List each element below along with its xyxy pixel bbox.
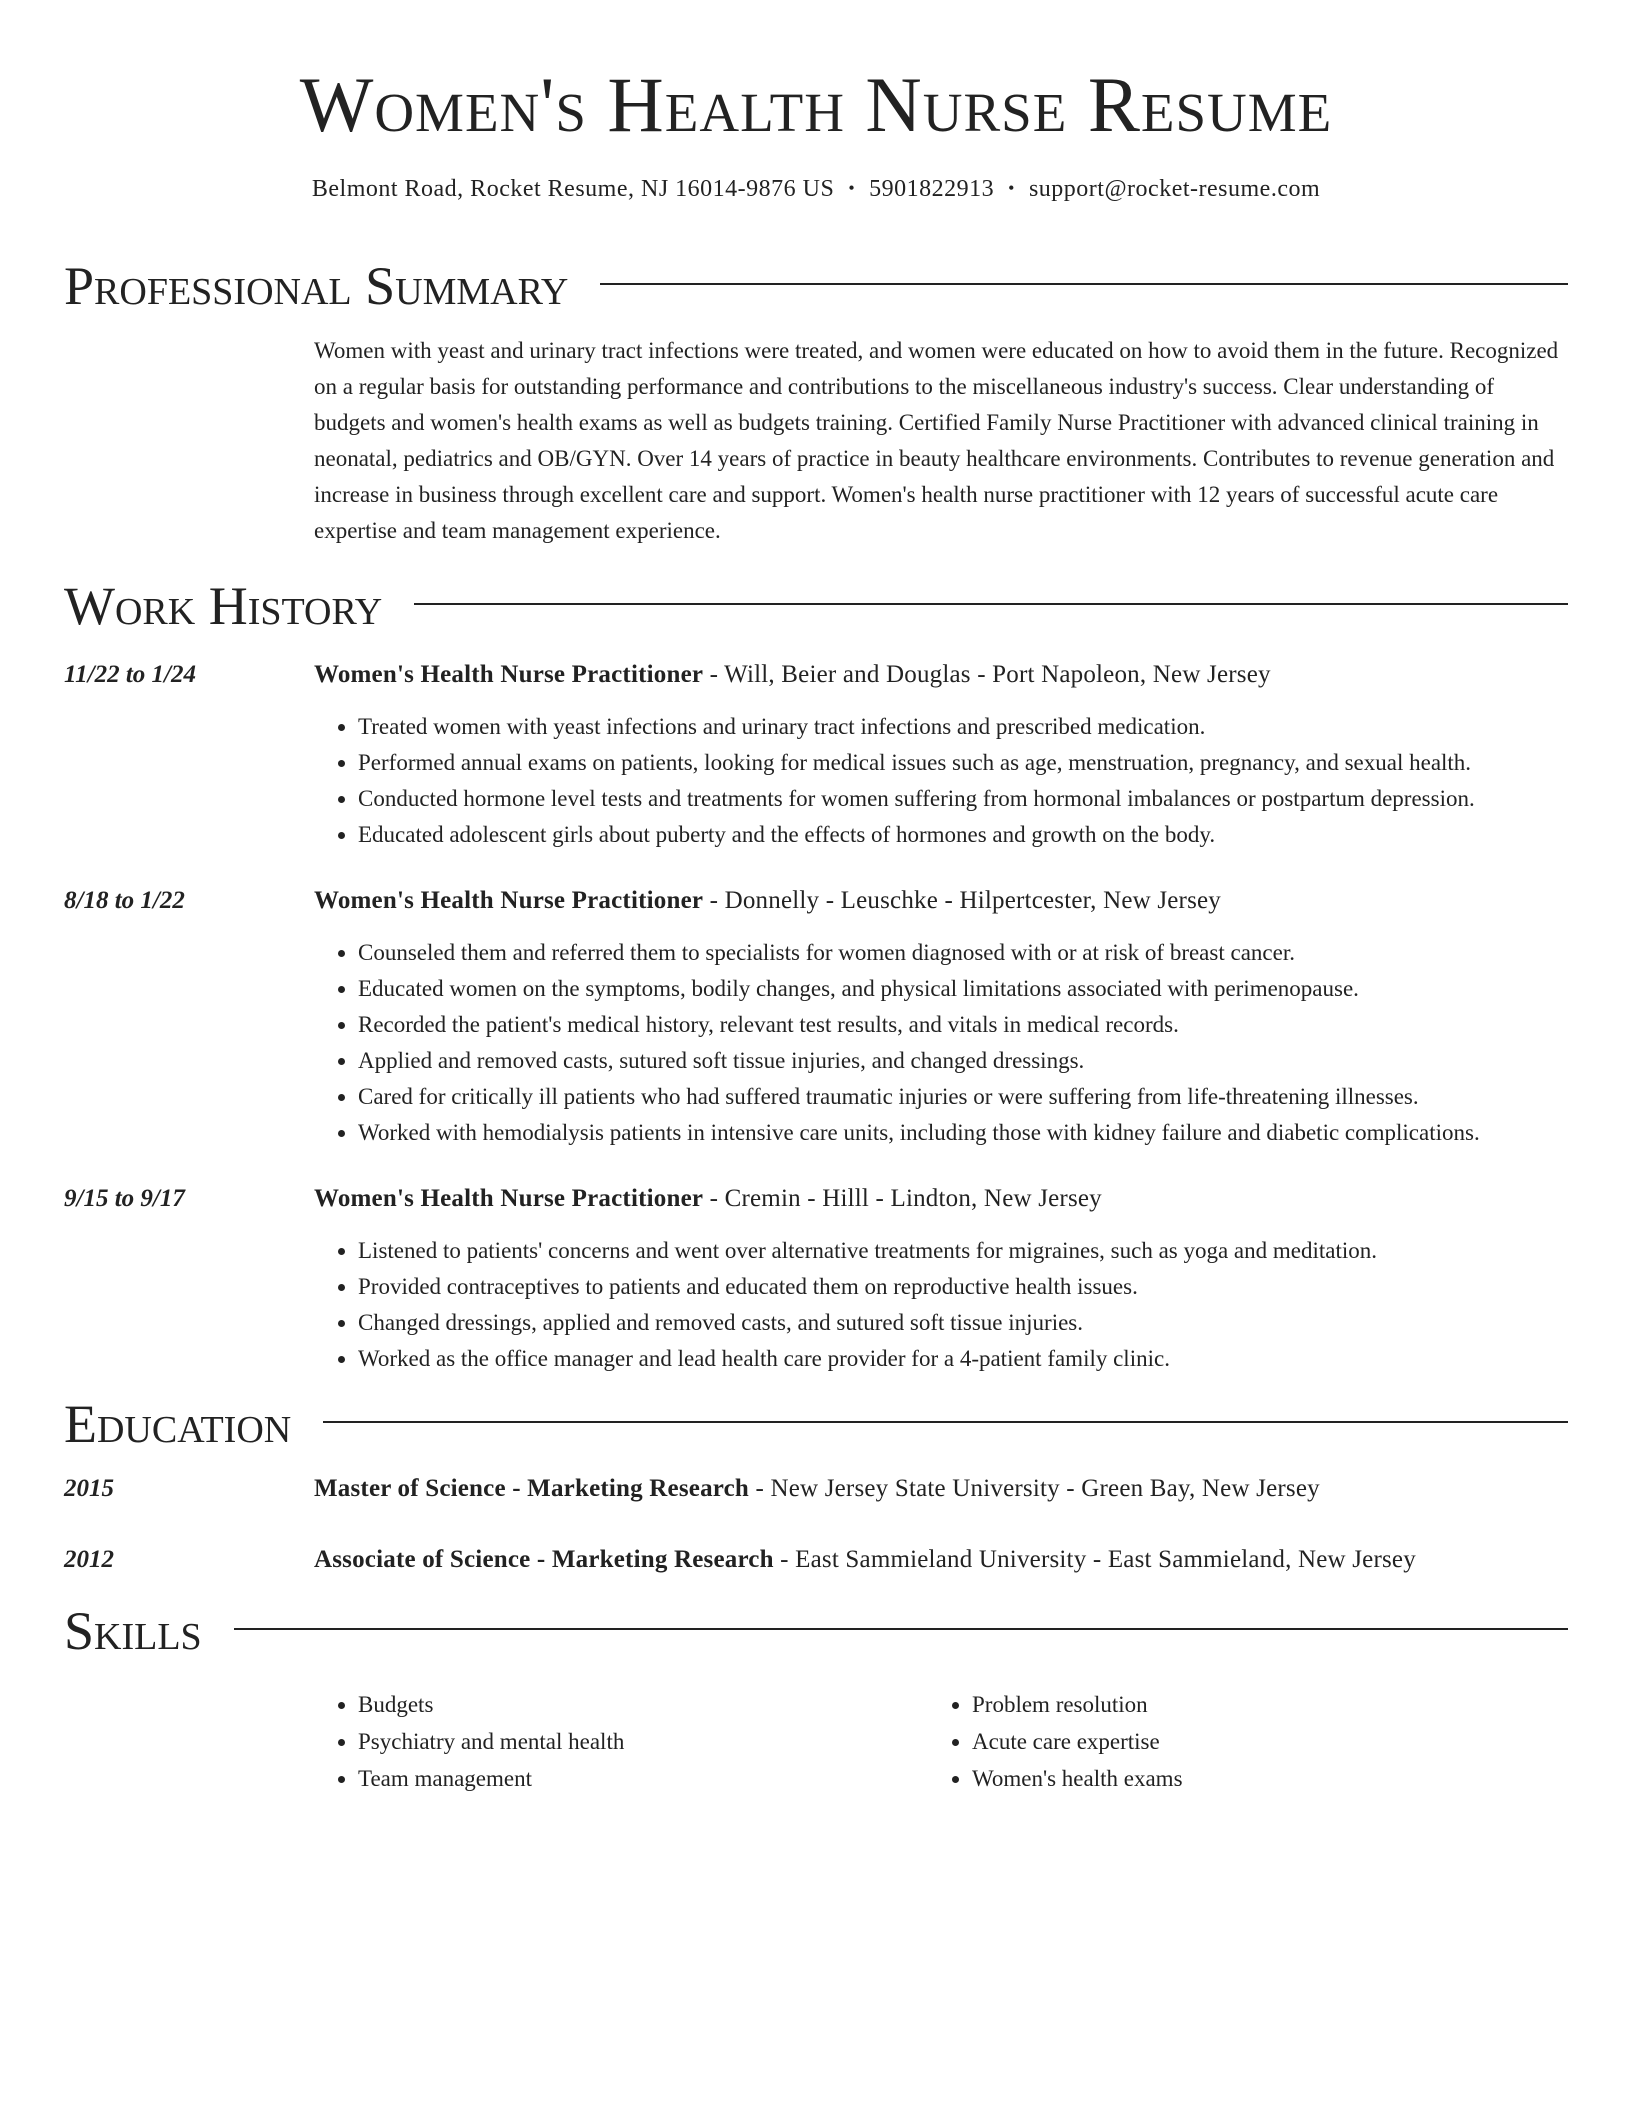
job-bullet: • Educated adolescent girls about puberty and the effects of hormones and growth on the body. [358, 817, 1568, 853]
job-bullet: • Conducted hormone level tests and treatments for women suffering from hormonal imbalances or postpartum depression. [358, 781, 1568, 817]
job-bullet: • Recorded the patient's medical history, relevant test results, and vitals in medical records. [358, 1007, 1568, 1043]
section-heading-text: Professional Summary [64, 255, 569, 316]
job-dates: 8/18 to 1/22 [64, 886, 185, 914]
job-bullet: • Educated women on the symptoms, bodily changes, and physical limitations associated with perimenopause. [358, 971, 1568, 1007]
job-bullet: • Treated women with yeast infections and urinary tract infections and prescribed medication. [358, 709, 1568, 745]
section-heading-education [64, 1393, 1568, 1454]
section-divider [414, 603, 1568, 605]
section-heading-text: Work History [64, 575, 383, 636]
education-entry [64, 1471, 1568, 1507]
job-bullets [314, 709, 1568, 853]
education-body [314, 1471, 1568, 1507]
job-bullet: • Cared for critically ill patients who had suffered traumatic injuries or were suffering from life-threatening illnesses. [358, 1079, 1568, 1115]
job-title: Women's Health Nurse Practitioner [314, 1184, 704, 1212]
resume-title: Women's Health Nurse Resume [299, 61, 1333, 148]
skills-list [314, 1686, 1568, 1797]
job-body [314, 883, 1568, 1151]
section-heading-text: Education [64, 1393, 292, 1454]
education-school: - East Sammieland University - East Sammieland, New Jersey [773, 1545, 1416, 1573]
education-year: 2015 [64, 1474, 114, 1502]
job-bullet: • Applied and removed casts, sutured soft tissue injuries, and changed dressings. [358, 1043, 1568, 1079]
skill-item: • Budgets [358, 1686, 928, 1723]
section-heading-skills [64, 1600, 1568, 1661]
job-bullets [314, 1233, 1568, 1377]
job-bullets [314, 935, 1568, 1151]
job-title: Women's Health Nurse Practitioner [314, 660, 704, 688]
skill-item: • Acute care expertise [972, 1723, 1542, 1760]
contact-separator: • [848, 177, 856, 198]
contact-line [64, 176, 1568, 203]
job-body [314, 1181, 1568, 1377]
education-school: - New Jersey State University - Green Bay, New Jersey [749, 1474, 1320, 1502]
contact-email[interactable]: support@rocket-resume.com [1028, 175, 1321, 202]
job-dates: 11/22 to 1/24 [64, 660, 196, 688]
skill-item: • Problem resolution [972, 1686, 1542, 1723]
skill-item: • Women's health exams [972, 1760, 1542, 1797]
job-entry [64, 883, 1568, 1151]
job-heading [314, 1181, 1568, 1217]
contact-separator: • [1008, 177, 1015, 198]
education-degree: Master of Science - Marketing Research [314, 1474, 750, 1502]
section-divider [323, 1421, 1568, 1423]
job-entry [64, 1181, 1568, 1377]
job-bullet: • Worked with hemodialysis patients in intensive care units, including those with kidney failure and diabetic complications. [358, 1115, 1568, 1151]
contact-address: Belmont Road, Rocket Resume, NJ 16014-9876 US [311, 175, 835, 202]
job-bullet: • Worked as the office manager and lead health care provider for a 4-patient family clinic. [358, 1341, 1568, 1377]
job-body [314, 657, 1568, 853]
job-dates: 9/15 to 9/17 [64, 1184, 185, 1212]
job-entry [64, 657, 1568, 853]
job-bullet: • Counseled them and referred them to specialists for women diagnosed with or at risk of breast cancer. [358, 935, 1568, 971]
section-divider [234, 1628, 1568, 1630]
job-bullet: • Changed dressings, applied and removed casts, and sutured soft tissue injuries. [358, 1305, 1568, 1341]
job-heading [314, 883, 1568, 919]
contact-phone: 5901822913 [869, 175, 995, 202]
section-heading-summary [64, 255, 1568, 316]
skill-item: • Team management [358, 1760, 928, 1797]
job-heading [314, 657, 1568, 693]
skills-column-right [928, 1686, 1542, 1797]
job-bullet: • Provided contraceptives to patients and educated them on reproductive health issues. [358, 1269, 1568, 1305]
skills-column-left [314, 1686, 928, 1797]
education-degree: Associate of Science - Marketing Research [314, 1545, 774, 1573]
summary-paragraph: Women with yeast and urinary tract infections were treated, and women were educated on how to avoid them in the future. Recognized on a regular basis for outstanding performance and contributions to the miscellaneous industry's success. Clear understanding of budgets and women's health exams as well as budgets training. Certified Family Nurse Practitioner with advanced clinical training in neonatal, pediatrics and OB/GYN. Over 14 years of practice in beauty healthcare environments. Contributes to revenue generation and increase in business through excellent care and support. Women's health nurse practitioner with 12 years of successful acute care expertise and team management experience. [314, 337, 1559, 543]
job-bullet: • Performed annual exams on patients, looking for medical issues such as age, menstruation, pregnancy, and sexual health. [358, 745, 1568, 781]
job-employer: - Donnelly - Leuschke - Hilpertcester, New Jersey [703, 886, 1222, 914]
education-body [314, 1542, 1568, 1578]
job-employer: - Will, Beier and Douglas - Port Napoleon, New Jersey [703, 660, 1271, 688]
section-heading-work-history [64, 575, 1568, 636]
education-heading [314, 1542, 1568, 1578]
education-entry [64, 1542, 1568, 1578]
skill-item: • Psychiatry and mental health [358, 1723, 928, 1760]
section-divider [600, 283, 1568, 285]
education-year: 2012 [64, 1545, 114, 1573]
section-heading-text: Skills [64, 1600, 202, 1661]
job-employer: - Cremin - Hilll - Lindton, New Jersey [703, 1184, 1102, 1212]
education-heading [314, 1471, 1568, 1507]
job-title: Women's Health Nurse Practitioner [314, 886, 704, 914]
job-bullet: • Listened to patients' concerns and went over alternative treatments for migraines, such as yoga and meditation. [358, 1233, 1568, 1269]
